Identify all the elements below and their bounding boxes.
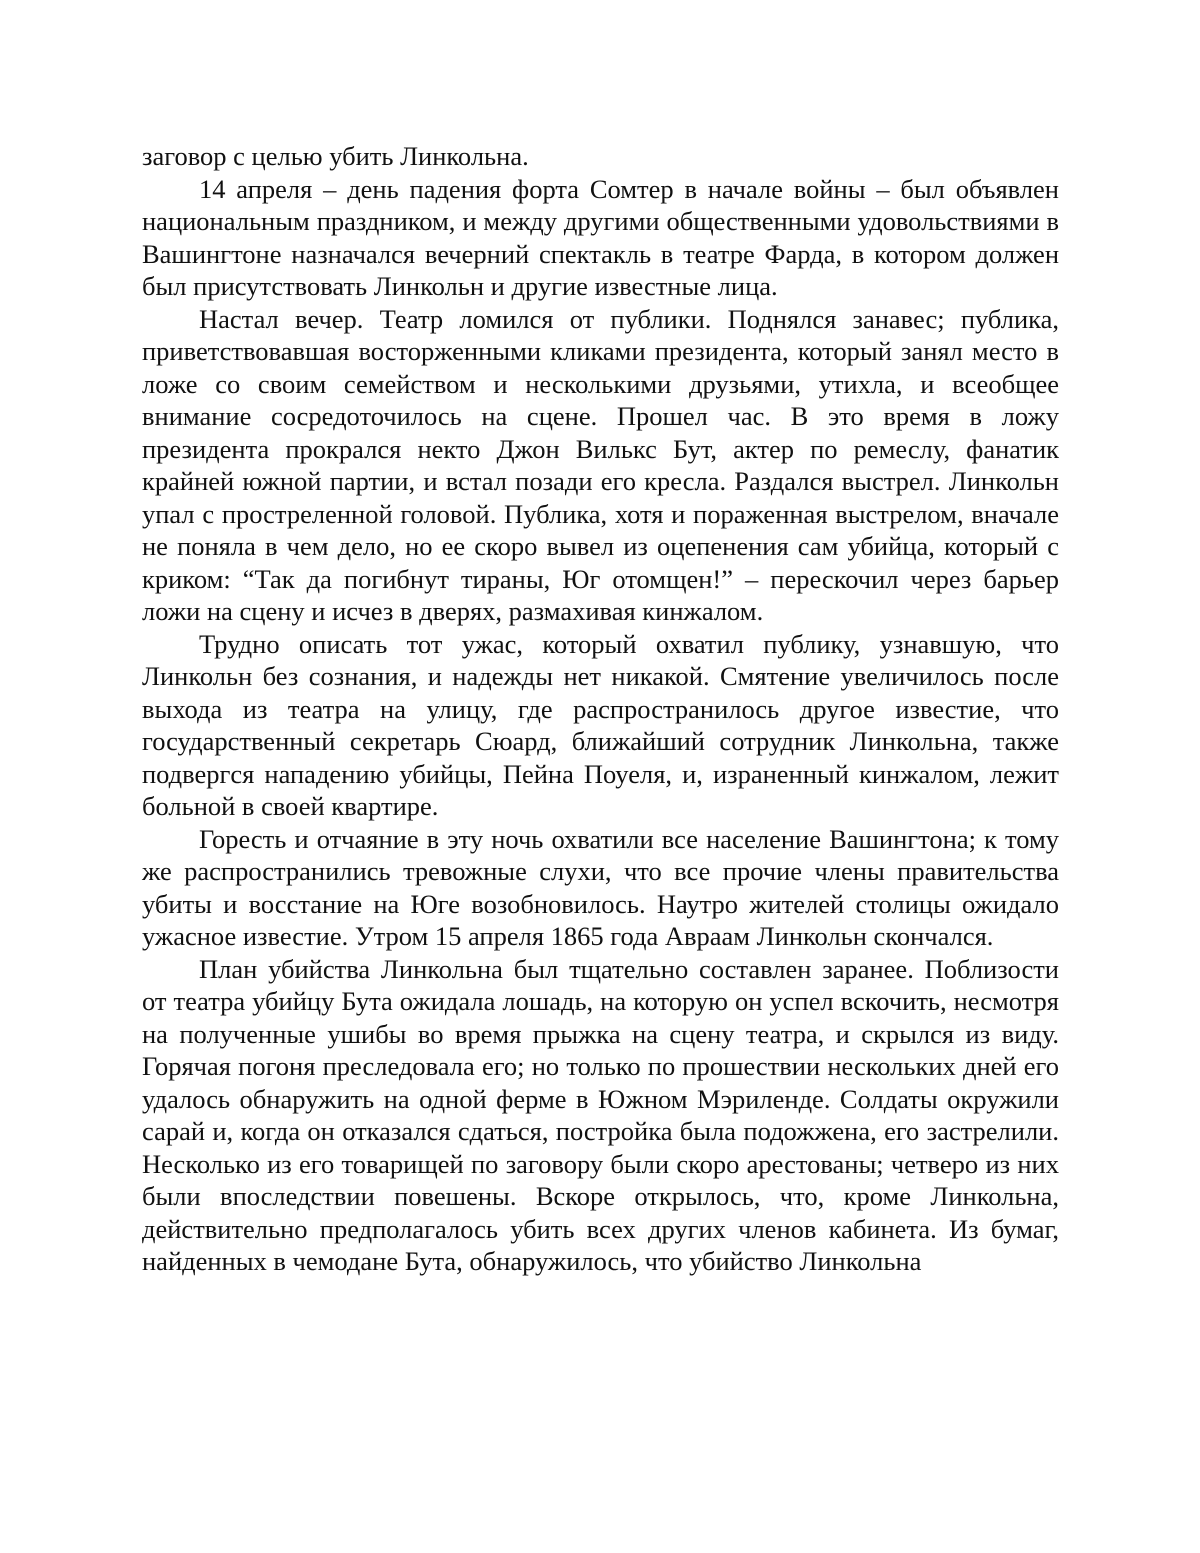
paragraph-assassination-plan: План убийства Линкольна был тщательно составлен заранее. Поблизости от театра убийцу Бута ожидала лошадь, на которую он успел вскочить, несмотря на полученные ушибы во время прыжка на сцену театра, и скрылся из виду. Горячая погоня преследовала его; но только по прошествии нескольких дней его удалось обнаружить на одной ферме в Южном Мэриленде. Солдаты окружили сарай и, когда он отказался сдаться, постройка была подожжена, его застрелили. Несколько из его товарищей по заговору были скоро арестованы; четверо из них были впоследствии повешены. Вскоре открылось, что, кроме Линкольна, действительно предполагалось убить всех других членов кабинета. Из бумаг, найденных в чемодане Бута, обнаружилось, что убийство Линкольна bbox=[142, 953, 1059, 1276]
body-text bbox=[142, 140, 1059, 1278]
paragraph-fort-sumter-day: 14 апреля – день падения форта Сомтер в начале войны – был объявлен национальным праздником, и между другими общественными удовольствиями в Вашингтоне назначался вечерний спектакль в театре Фарда, в котором должен был присутствовать Линкольн и другие известные лица. bbox=[142, 173, 1059, 301]
paragraph-theatre-shooting: Настал вечер. Театр ломился от публики. Поднялся занавес; публика, приветствовавшая восторженными кликами президента, который занял место в ложе со своим семейством и несколькими друзьями, утихла, и всеобщее внимание сосредоточилось на сцене. Прошел час. В это время в ложу президента прокрался некто Джон Вилькс Бут, актер по ремеслу, фанатик крайней южной партии, и встал позади его кресла. Раздался выстрел. Линкольн упал с простреленной головой. Публика, хотя и пораженная выстрелом, вначале не поняла в чем дело, но ее скоро вывел из оцепенения сам убийца, который с криком: “Так да погибнут тираны, Юг отомщен!” – перескочил через барьер ложи на сцену и исчез в дверях, размахивая кинжалом. bbox=[142, 303, 1059, 626]
paragraph-lincoln-death: Горесть и отчаяние в эту ночь охватили все население Вашингтона; к тому же распространились тревожные слухи, что все прочие члены правительства убиты и восстание на Юге возобновилось. Наутро жителей столицы ожидало ужасное известие. Утром 15 апреля 1865 года Авраам Линкольн скончался. bbox=[142, 823, 1059, 951]
paragraph-public-horror: Трудно описать тот ужас, который охватил публику, узнавшую, что Линкольн без сознания, и надежды нет никакой. Смятение увеличилось после выхода из театра на улицу, где распространилось другое известие, что государственный секретарь Сюард, ближайший сотрудник Линкольна, также подвергся нападению убийцы, Пейна Поуеля, и, израненный кинжалом, лежит больной в своей квартире. bbox=[142, 628, 1059, 821]
paragraph-continuation: заговор с целью убить Линкольна. bbox=[142, 141, 529, 171]
